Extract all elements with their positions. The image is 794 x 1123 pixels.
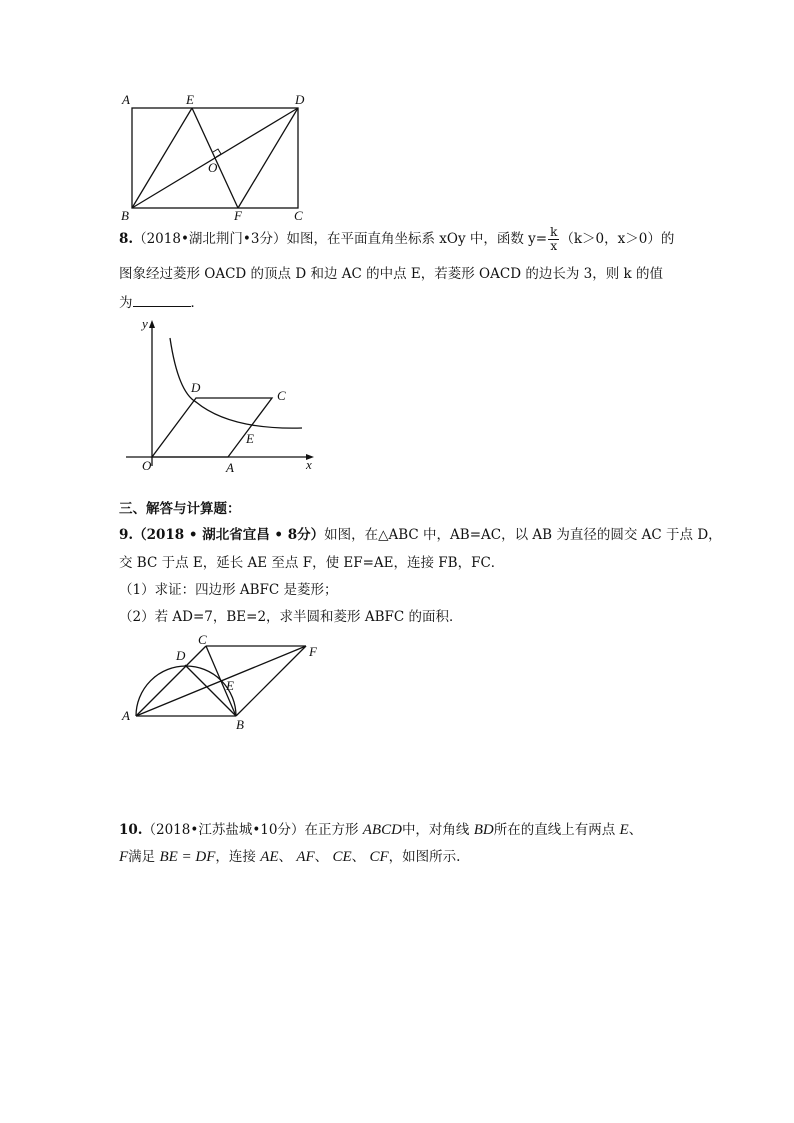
semicircle	[136, 666, 236, 716]
label-a: A	[122, 92, 130, 107]
label-d: D	[191, 380, 201, 395]
segment-ac	[136, 646, 206, 716]
q8-text-a: 如图，在平面直角坐标系 xOy 中，函数 y=	[286, 231, 548, 247]
q8-frac-den: x	[550, 239, 558, 253]
label-b: B	[121, 208, 129, 223]
label-c: C	[294, 208, 303, 223]
q10-source: （2018•江苏盐城•10分）	[142, 822, 305, 838]
segment-fd	[238, 108, 298, 208]
label-c: C	[198, 632, 207, 647]
label-e: E	[226, 678, 234, 693]
q9-line2: 交 BC 于点 E，延长 AE 至点 F，使 EF=AE，连接 FB，FC．	[119, 555, 505, 571]
q10-math-ce: CE	[332, 849, 352, 865]
q9-line1-text: 如图，在△ABC 中，AB=AC，以 AB 为直径的圆交 AC 于点 D，	[324, 527, 722, 543]
q8-line2-text: 图象经过菱形 OACD 的顶点 D 和边 AC 的中点 E，若菱形 OACD 的边长为 3，则 k 的值	[119, 266, 663, 282]
figure-semicircle-rhombus	[118, 632, 330, 732]
q8-line2	[119, 264, 663, 284]
q10-text-4: 、	[628, 822, 643, 838]
label-a: A	[226, 460, 234, 475]
q10-math-f: F	[119, 849, 129, 865]
q10-math-abcd: ABCD	[362, 822, 402, 838]
q10-text-7: 、	[278, 849, 293, 865]
label-c: C	[277, 388, 286, 403]
label-x: x	[306, 457, 312, 472]
q10-text-6: ，连接	[215, 849, 256, 865]
q9-number: 9.	[119, 527, 134, 543]
segment-ef	[192, 108, 238, 208]
q10-text-2: 中，对角线	[401, 822, 470, 838]
q8-frac-num: k	[550, 225, 558, 239]
q10-line2	[119, 847, 460, 867]
q9-part1: （1）求证：四边形 ABFC 是菱形；	[119, 582, 338, 598]
label-e: E	[186, 92, 194, 107]
q8-number: 8.	[119, 231, 134, 247]
y-axis-arrow	[149, 320, 155, 328]
q8-line1	[119, 226, 674, 253]
figure-rectangle-rhombus	[118, 92, 318, 224]
q10-math-af: AF	[296, 849, 315, 865]
q8-source: （2018•湖北荆门•3分）	[133, 231, 287, 247]
q9-source: （2018 • 湖北省宜昌 • 8分）	[133, 527, 325, 543]
q10-text-3: 所在的直线上有两点	[493, 822, 616, 838]
q8-fraction	[548, 226, 559, 253]
q8-answer-blank[interactable]	[133, 292, 191, 307]
q10-text-10: ，如图所示.	[388, 849, 461, 865]
label-y: y	[142, 316, 148, 331]
q10-text-5: 满足	[128, 849, 156, 865]
segment-be	[132, 108, 192, 208]
label-d: D	[176, 648, 186, 663]
q8-text-b: （k＞0，x＞0）的	[560, 231, 675, 247]
label-b: B	[236, 717, 244, 732]
q10-math-ae: AE	[260, 849, 279, 865]
q10-number: 10.	[119, 822, 143, 838]
q10-math-bd: BD	[473, 822, 494, 838]
q8-line3-text: 为	[119, 295, 133, 311]
label-e: E	[246, 431, 254, 446]
rhombus-oacd	[152, 398, 272, 457]
label-o: O	[142, 458, 152, 473]
q10-math-cf: CF	[369, 849, 389, 865]
q8-line3-end: ．	[190, 295, 204, 311]
label-d: D	[295, 92, 305, 107]
q10-math-be-df: BE = DF	[159, 849, 216, 865]
q10-line1	[119, 820, 642, 840]
section-title: 三、解答与计算题：	[119, 501, 241, 517]
q10-text-8: 、	[314, 849, 329, 865]
q10-text-1: 在正方形	[304, 822, 359, 838]
q9-line1	[119, 525, 722, 545]
q10-text-9: 、	[351, 849, 366, 865]
q10-math-e: E	[619, 822, 629, 838]
segment-fb	[236, 646, 306, 716]
figure-hyperbola-rhombus	[120, 314, 320, 478]
hyperbola-curve	[170, 338, 302, 428]
label-f: F	[234, 208, 242, 223]
q8-line3	[119, 292, 204, 313]
q9-part2: （2）若 AD=7，BE=2，求半圆和菱形 ABFC 的面积．	[119, 609, 463, 625]
label-f: F	[309, 644, 317, 659]
label-a: A	[122, 708, 130, 723]
label-o: O	[208, 160, 218, 175]
